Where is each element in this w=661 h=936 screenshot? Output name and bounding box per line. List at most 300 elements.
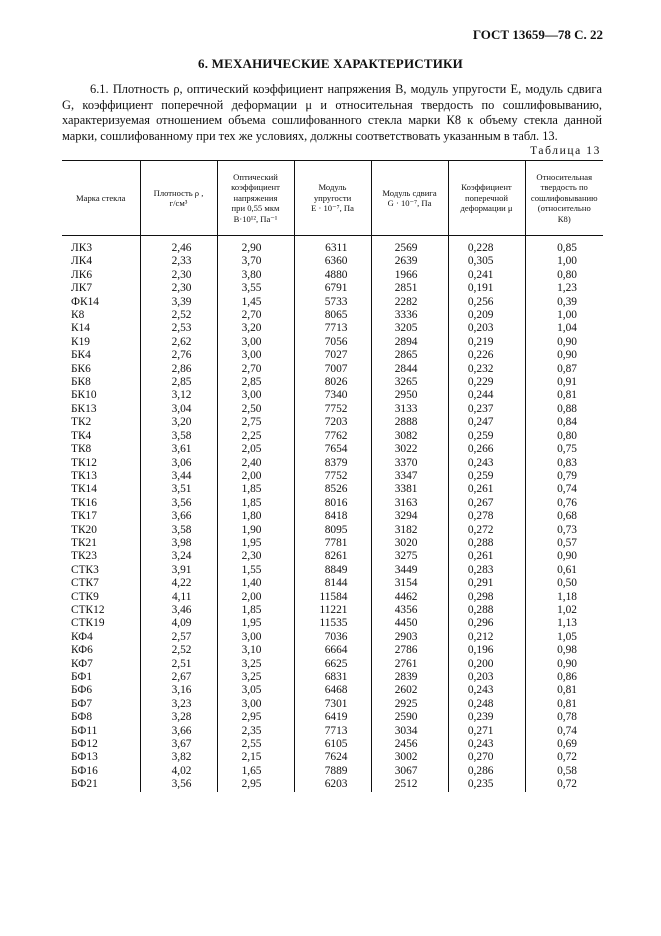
cell-stress-optic: 2,05 [217,443,294,456]
cell-stress-optic: 1,90 [217,524,294,537]
cell-poisson: 0,248 [448,698,525,711]
cell-poisson: 0,270 [448,751,525,764]
header-poisson-ratio [448,161,525,236]
cell-grade: ЛК4 [71,255,93,268]
table-row [62,671,603,684]
table-row [62,711,603,724]
cell-grade: БК10 [71,389,97,402]
cell-hardness: 1,23 [525,282,603,295]
cell-elastic-modulus: 7781 [294,537,371,550]
cell-poisson: 0,229 [448,376,525,389]
cell-stress-optic: 2,90 [217,236,294,256]
cell-hardness: 1,18 [525,591,603,604]
cell-density: 2,57 [140,631,217,644]
cell-grade: СТК7 [71,577,99,590]
cell-elastic-modulus: 6625 [294,658,371,671]
cell-shear-modulus: 4356 [371,604,448,617]
header-line: поперечной [464,192,509,203]
header-line: Коэффициент [461,182,512,193]
cell-hardness: 0,88 [525,403,603,416]
table-row [62,644,603,657]
cell-poisson: 0,237 [448,403,525,416]
cell-shear-modulus: 2839 [371,671,448,684]
cell-grade: ФК14 [71,295,99,308]
cell-grade: ЛК6 [71,268,93,281]
cell-grade: БК8 [71,376,91,389]
cell-density: 3,24 [140,550,217,563]
cell-hardness: 0,87 [525,363,603,376]
table-body [62,236,603,792]
cell-density: 4,09 [140,617,217,630]
cell-hardness: 1,00 [525,309,603,322]
table-row [62,309,603,322]
cell-stress-optic: 3,00 [217,389,294,402]
cell-elastic-modulus: 7056 [294,336,371,349]
cell-grade: БК13 [71,402,97,415]
header-line: твердость по [540,182,588,193]
table-row [62,363,603,376]
cell-stress-optic: 1,80 [217,510,294,523]
cell-hardness: 0,90 [525,550,603,563]
cell-shear-modulus: 3154 [371,577,448,590]
cell-poisson: 0,271 [448,725,525,738]
cell-shear-modulus: 3370 [371,457,448,470]
table-row [62,725,603,738]
cell-stress-optic: 3,00 [217,349,294,362]
cell-elastic-modulus: 7752 [294,470,371,483]
cell-shear-modulus: 2950 [371,389,448,402]
cell-density: 2,62 [140,336,217,349]
table-row [62,282,603,295]
header-line: упругости [313,192,352,203]
cell-grade: ЛК7 [71,282,93,295]
cell-poisson: 0,247 [448,416,525,429]
cell-density: 3,66 [140,510,217,523]
cell-stress-optic: 1,55 [217,564,294,577]
cell-hardness: 0,76 [525,497,603,510]
header-line: (относительно [537,203,591,214]
cell-shear-modulus: 2602 [371,684,448,697]
cell-grade: БФ8 [71,711,93,724]
cell-hardness: 0,91 [525,376,603,389]
header-line: деформации μ [460,203,513,214]
header-line: Относительная [536,171,593,182]
cell-grade: ТК8 [71,443,92,456]
table-row [62,416,603,429]
cell-grade: К8 [71,309,85,322]
cell-poisson: 0,232 [448,363,525,376]
cell-grade: БФ12 [71,738,98,751]
cell-poisson: 0,219 [448,336,525,349]
cell-density: 3,51 [140,483,217,496]
cell-hardness: 0,74 [525,483,603,496]
cell-grade: К14 [71,322,90,335]
header-line: B·10¹², Па⁻¹ [233,213,278,224]
table-row [62,376,603,389]
cell-shear-modulus: 2512 [371,778,448,791]
header-elastic-modulus [294,161,371,236]
table-row [62,631,603,644]
cell-poisson: 0,286 [448,765,525,778]
cell-poisson: 0,243 [448,684,525,697]
cell-stress-optic: 3,25 [217,658,294,671]
cell-poisson: 0,266 [448,443,525,456]
table-row [62,349,603,362]
cell-density: 3,61 [140,443,217,456]
cell-shear-modulus: 2590 [371,711,448,724]
header-line: г/см³ [169,198,188,208]
cell-grade: СТК19 [71,617,105,630]
section-title: 6. МЕХАНИЧЕСКИЕ ХАРАКТЕРИСТИКИ [198,56,463,71]
cell-shear-modulus: 3275 [371,550,448,563]
cell-grade: СТК9 [71,590,99,603]
cell-poisson: 0,267 [448,497,525,510]
cell-stress-optic: 1,95 [217,537,294,550]
cell-elastic-modulus: 8144 [294,577,371,590]
cell-density: 3,66 [140,725,217,738]
cell-elastic-modulus: 7752 [294,403,371,416]
cell-shear-modulus: 3182 [371,524,448,537]
cell-elastic-modulus: 7713 [294,725,371,738]
cell-elastic-modulus: 7713 [294,322,371,335]
cell-elastic-modulus: 7027 [294,349,371,362]
cell-hardness: 0,79 [525,470,603,483]
cell-hardness: 0,81 [525,389,603,402]
cell-hardness: 0,39 [525,296,603,309]
cell-poisson: 0,261 [448,550,525,563]
cell-density: 3,56 [140,497,217,510]
cell-elastic-modulus: 7301 [294,698,371,711]
header-stress-optic-coefficient [217,161,294,236]
cell-poisson: 0,200 [448,658,525,671]
cell-grade: БФ21 [71,778,98,791]
cell-stress-optic: 2,00 [217,470,294,483]
cell-stress-optic: 2,95 [217,778,294,791]
cell-elastic-modulus: 6664 [294,644,371,657]
cell-density: 2,76 [140,349,217,362]
cell-shear-modulus: 3347 [371,470,448,483]
cell-shear-modulus: 3336 [371,309,448,322]
header-line: напряжения [233,192,278,203]
cell-grade: СТК12 [71,603,105,616]
cell-elastic-modulus: 7203 [294,416,371,429]
table-row [62,658,603,671]
cell-poisson: 0,272 [448,524,525,537]
cell-shear-modulus: 2865 [371,349,448,362]
cell-elastic-modulus: 8526 [294,483,371,496]
cell-shear-modulus: 3294 [371,510,448,523]
cell-grade: БФ6 [71,684,93,697]
cell-hardness: 0,58 [525,765,603,778]
table-row [62,751,603,764]
cell-shear-modulus: 2903 [371,631,448,644]
cell-grade: БК4 [71,349,91,362]
table-row [62,537,603,550]
header-line: К8) [557,213,571,224]
cell-density: 3,20 [140,416,217,429]
cell-shear-modulus: 2639 [371,255,448,268]
header-line: сошлифовыванию [530,192,598,203]
cell-shear-modulus: 1966 [371,269,448,282]
cell-hardness: 0,72 [525,751,603,764]
cell-density: 2,86 [140,363,217,376]
cell-stress-optic: 3,25 [217,671,294,684]
cell-shear-modulus: 4462 [371,591,448,604]
cell-shear-modulus: 3449 [371,564,448,577]
cell-grade: БФ7 [71,697,93,710]
cell-stress-optic: 2,70 [217,363,294,376]
cell-shear-modulus: 3034 [371,725,448,738]
cell-stress-optic: 3,20 [217,322,294,335]
cell-grade: ТК14 [71,483,97,496]
cell-poisson: 0,209 [448,309,525,322]
cell-density: 3,39 [140,296,217,309]
cell-elastic-modulus: 6831 [294,671,371,684]
cell-hardness: 0,81 [525,684,603,697]
cell-elastic-modulus: 8065 [294,309,371,322]
cell-elastic-modulus: 8418 [294,510,371,523]
cell-poisson: 0,196 [448,644,525,657]
cell-shear-modulus: 3133 [371,403,448,416]
table-row [62,765,603,778]
cell-stress-optic: 1,95 [217,617,294,630]
cell-elastic-modulus: 6360 [294,255,371,268]
cell-poisson: 0,291 [448,577,525,590]
cell-density: 3,04 [140,403,217,416]
cell-grade: КФ4 [71,630,93,643]
cell-density: 3,44 [140,470,217,483]
cell-hardness: 0,84 [525,416,603,429]
cell-poisson: 0,283 [448,564,525,577]
cell-elastic-modulus: 7624 [294,751,371,764]
cell-grade: БФ16 [71,764,98,777]
cell-hardness: 0,61 [525,564,603,577]
cell-grade: ТК23 [71,550,97,563]
cell-density: 2,67 [140,671,217,684]
table-row [62,617,603,630]
header-line: Плотность ρ , [153,187,204,198]
cell-stress-optic: 2,70 [217,309,294,322]
cell-density: 3,56 [140,778,217,791]
cell-hardness: 1,13 [525,617,603,630]
cell-hardness: 0,57 [525,537,603,550]
cell-grade: КФ6 [71,644,93,657]
cell-hardness: 1,05 [525,631,603,644]
cell-hardness: 0,78 [525,711,603,724]
cell-shear-modulus: 3163 [371,497,448,510]
cell-hardness: 0,73 [525,524,603,537]
cell-elastic-modulus: 7007 [294,363,371,376]
cell-grade: ТК13 [71,469,97,482]
table-row [62,778,603,791]
cell-poisson: 0,278 [448,510,525,523]
table-row [62,564,603,577]
table-row [62,483,603,496]
cell-elastic-modulus: 6791 [294,282,371,295]
cell-poisson: 0,243 [448,738,525,751]
cell-hardness: 0,98 [525,644,603,657]
cell-hardness: 1,04 [525,322,603,335]
cell-elastic-modulus: 8095 [294,524,371,537]
cell-hardness: 0,85 [525,236,603,256]
cell-density: 3,06 [140,457,217,470]
cell-stress-optic: 2,75 [217,416,294,429]
cell-shear-modulus: 4450 [371,617,448,630]
header-relative-hardness [525,161,603,236]
cell-grade: ТК21 [71,536,97,549]
header-line: Оптический [233,171,278,182]
header-shear-modulus [371,161,448,236]
cell-density: 4,11 [140,591,217,604]
cell-hardness: 0,68 [525,510,603,523]
table-row [62,591,603,604]
cell-poisson: 0,288 [448,604,525,617]
table-row [62,269,603,282]
cell-density: 3,58 [140,430,217,443]
cell-elastic-modulus: 11584 [294,591,371,604]
table-row [62,403,603,416]
header-line: коэффициент [231,182,280,193]
cell-elastic-modulus: 7762 [294,430,371,443]
cell-density: 2,30 [140,282,217,295]
cell-stress-optic: 2,25 [217,430,294,443]
cell-elastic-modulus: 6419 [294,711,371,724]
cell-shear-modulus: 2456 [371,738,448,751]
cell-stress-optic: 2,15 [217,751,294,764]
cell-density: 3,46 [140,604,217,617]
cell-stress-optic: 2,40 [217,457,294,470]
cell-hardness: 0,83 [525,457,603,470]
cell-shear-modulus: 3265 [371,376,448,389]
cell-grade: ТК16 [71,496,97,509]
cell-stress-optic: 3,10 [217,644,294,657]
cell-stress-optic: 3,80 [217,269,294,282]
cell-density: 3,12 [140,389,217,402]
cell-stress-optic: 2,35 [217,725,294,738]
cell-stress-optic: 2,95 [217,711,294,724]
cell-poisson: 0,298 [448,591,525,604]
body-paragraph: 6.1. Плотность ρ, оптический коэффициент напряжения B, модуль упругости E, модуль сдвига G, коэффициент поперечной деформации μ и относительная твердость по сошлифовыванию, характеризуемая отношением объема сошлифованного стекла марки К8 к объему стекла данной марки, сошлифованному при тех же условиях, должны соответствовать указанным в табл. 13. [62,82,602,143]
cell-hardness: 0,50 [525,577,603,590]
cell-poisson: 0,256 [448,296,525,309]
cell-poisson: 0,259 [448,470,525,483]
cell-poisson: 0,244 [448,389,525,402]
header-glass-grade [62,161,140,236]
running-header: ГОСТ 13659—78 С. 22 [472,27,603,42]
cell-stress-optic: 1,85 [217,604,294,617]
cell-elastic-modulus: 11221 [294,604,371,617]
cell-density: 2,52 [140,309,217,322]
table-row [62,604,603,617]
cell-poisson: 0,235 [448,778,525,791]
cell-stress-optic: 3,70 [217,255,294,268]
cell-elastic-modulus: 4880 [294,269,371,282]
cell-shear-modulus: 2844 [371,363,448,376]
cell-hardness: 0,86 [525,671,603,684]
header-line: при 0,55 мкм [231,203,280,214]
cell-stress-optic: 2,55 [217,738,294,751]
cell-poisson: 0,239 [448,711,525,724]
cell-stress-optic: 1,85 [217,483,294,496]
cell-grade: К19 [71,335,90,348]
cell-elastic-modulus: 6105 [294,738,371,751]
cell-elastic-modulus: 8849 [294,564,371,577]
cell-density: 2,51 [140,658,217,671]
cell-density: 3,98 [140,537,217,550]
cell-hardness: 0,69 [525,738,603,751]
cell-hardness: 0,72 [525,778,603,791]
cell-grade: ТК2 [71,416,92,429]
cell-poisson: 0,261 [448,483,525,496]
cell-hardness: 0,74 [525,725,603,738]
cell-density: 3,82 [140,751,217,764]
properties-table [62,160,603,792]
cell-density: 3,23 [140,698,217,711]
cell-stress-optic: 3,00 [217,631,294,644]
cell-shear-modulus: 2888 [371,416,448,429]
cell-elastic-modulus: 7889 [294,765,371,778]
table-row [62,255,603,268]
cell-poisson: 0,288 [448,537,525,550]
cell-stress-optic: 2,30 [217,550,294,563]
cell-hardness: 0,90 [525,336,603,349]
cell-shear-modulus: 3067 [371,765,448,778]
cell-elastic-modulus: 11535 [294,617,371,630]
cell-shear-modulus: 2894 [371,336,448,349]
table-row [62,497,603,510]
cell-shear-modulus: 2786 [371,644,448,657]
cell-elastic-modulus: 8016 [294,497,371,510]
cell-stress-optic: 2,00 [217,591,294,604]
cell-poisson: 0,191 [448,282,525,295]
cell-shear-modulus: 3381 [371,483,448,496]
cell-shear-modulus: 2925 [371,698,448,711]
cell-poisson: 0,228 [448,236,525,256]
table-row [62,296,603,309]
cell-shear-modulus: 3205 [371,322,448,335]
cell-density: 3,28 [140,711,217,724]
cell-stress-optic: 1,40 [217,577,294,590]
cell-elastic-modulus: 8379 [294,457,371,470]
table-row [62,336,603,349]
header-density [140,161,217,236]
cell-stress-optic: 2,50 [217,403,294,416]
cell-density: 4,22 [140,577,217,590]
cell-hardness: 0,80 [525,269,603,282]
cell-stress-optic: 1,45 [217,296,294,309]
cell-density: 2,46 [140,236,217,256]
cell-stress-optic: 1,85 [217,497,294,510]
table-row [62,389,603,402]
header-line: Марка стекла [76,192,126,203]
cell-poisson: 0,243 [448,457,525,470]
cell-stress-optic: 2,85 [217,376,294,389]
cell-grade: БФ1 [71,671,93,683]
cell-density: 2,85 [140,376,217,389]
cell-elastic-modulus: 6468 [294,684,371,697]
table-row [62,550,603,563]
header-line: Модуль [318,182,347,193]
cell-hardness: 0,90 [525,658,603,671]
table-row [62,510,603,523]
cell-density: 2,52 [140,644,217,657]
cell-shear-modulus: 3020 [371,537,448,550]
cell-density: 3,91 [140,564,217,577]
cell-poisson: 0,305 [448,255,525,268]
cell-stress-optic: 3,55 [217,282,294,295]
cell-poisson: 0,241 [448,269,525,282]
header-line: E · 10⁻⁷, Па [311,203,354,214]
